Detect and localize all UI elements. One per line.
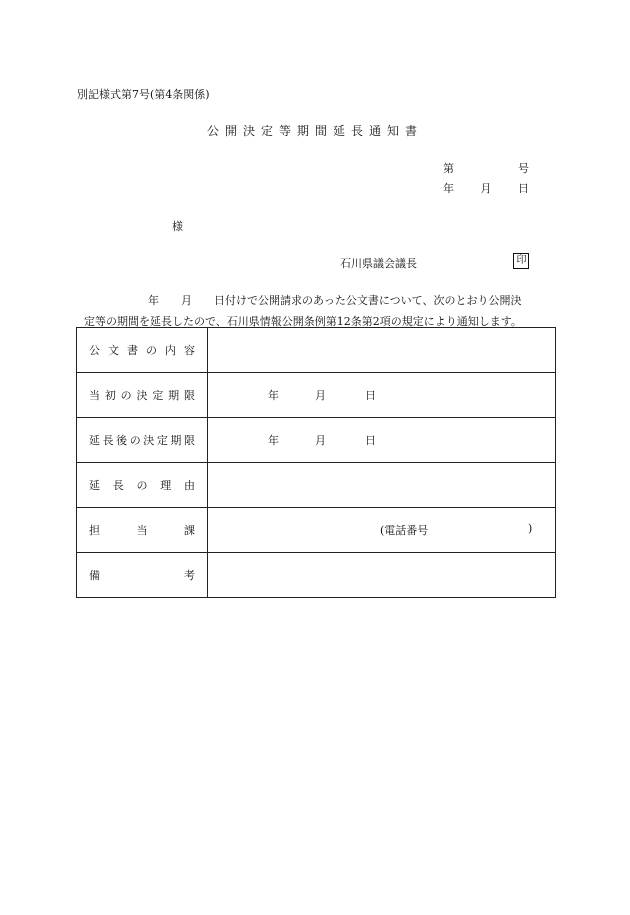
label-char: 期 <box>168 389 180 402</box>
label-char: 決 <box>136 389 148 402</box>
seal-mark: 印 <box>513 253 529 269</box>
label-char: 長 <box>112 479 124 492</box>
row-label-extended-deadline <box>77 418 208 463</box>
table-row <box>77 553 556 598</box>
label-char: 後 <box>116 434 128 447</box>
row-label-extension-reason <box>77 463 208 508</box>
table-row <box>77 463 556 508</box>
date-month: 月 <box>315 389 326 402</box>
label-char: 内 <box>165 344 176 357</box>
sender-name: 石川県議会議長 <box>340 257 417 270</box>
value-extension-reason <box>208 463 556 508</box>
table-row <box>77 373 556 418</box>
value-remarks <box>208 553 556 598</box>
number-suffix: 号 <box>518 162 529 175</box>
body-text-line-1 <box>148 292 521 308</box>
label-char: 限 <box>183 434 195 447</box>
label-char: 延 <box>89 434 100 447</box>
label-char: 容 <box>184 344 195 357</box>
date-year: 年 <box>268 389 279 402</box>
label-char: 理 <box>160 479 172 492</box>
label-char: 期 <box>170 434 182 447</box>
value-document-content <box>208 328 556 373</box>
label-char: 限 <box>183 389 195 402</box>
label-char: 当 <box>89 389 100 402</box>
number-prefix: 第 <box>443 162 454 175</box>
label-char: 延 <box>89 479 100 492</box>
label-char: 定 <box>156 434 168 447</box>
label-char: 定 <box>152 389 164 402</box>
label-char: 当 <box>136 524 148 537</box>
row-label-department <box>77 508 208 553</box>
row-label-document-content <box>77 328 208 373</box>
label-char: 担 <box>89 524 100 537</box>
date-day: 日 <box>518 182 529 195</box>
document-number-line <box>443 160 529 176</box>
label-char: 文 <box>108 344 119 357</box>
label-char: の <box>136 479 148 492</box>
date-day: 日 <box>365 389 376 402</box>
value-original-deadline <box>208 373 556 418</box>
row-label-original-deadline <box>77 373 208 418</box>
table-row <box>77 418 556 463</box>
table-row <box>77 508 556 553</box>
phone-label: (電話番号 <box>380 524 429 537</box>
date-day: 日 <box>365 434 376 447</box>
label-char: 考 <box>184 569 195 582</box>
body-text-line-2: 定等の期間を延長したので、石川県情報公開条例第12条第2項の規定により通知します。 <box>84 315 522 328</box>
date-month: 月 <box>315 434 326 447</box>
label-char: 備 <box>89 569 100 582</box>
body-year: 年 <box>148 294 159 307</box>
label-char: 初 <box>104 389 116 402</box>
document-date-line <box>443 180 529 196</box>
label-char: 書 <box>127 344 138 357</box>
notice-table <box>76 327 556 598</box>
value-department <box>208 508 556 553</box>
date-year: 年 <box>268 434 279 447</box>
label-char: の <box>129 434 141 447</box>
label-char: 公 <box>89 344 100 357</box>
date-year: 年 <box>443 182 454 195</box>
value-extended-deadline <box>208 418 556 463</box>
document-title: 公開決定等期間延長通知書 <box>206 124 423 138</box>
date-month: 月 <box>480 182 492 195</box>
form-reference: 別記様式第7号(第4条関係) <box>77 88 210 101</box>
label-char: 課 <box>184 524 195 537</box>
label-char: の <box>120 389 132 402</box>
addressee-honorific: 様 <box>172 220 183 233</box>
body-text-rest: 日付けで公開請求のあった公文書について、次のとおり公開決 <box>214 294 522 307</box>
row-label-remarks <box>77 553 208 598</box>
phone-close: ) <box>528 522 533 535</box>
label-char: の <box>146 344 157 357</box>
label-char: 由 <box>184 479 195 492</box>
table-row <box>77 328 556 373</box>
label-char: 長 <box>102 434 114 447</box>
label-char: 決 <box>143 434 155 447</box>
body-month: 月 <box>181 294 192 307</box>
